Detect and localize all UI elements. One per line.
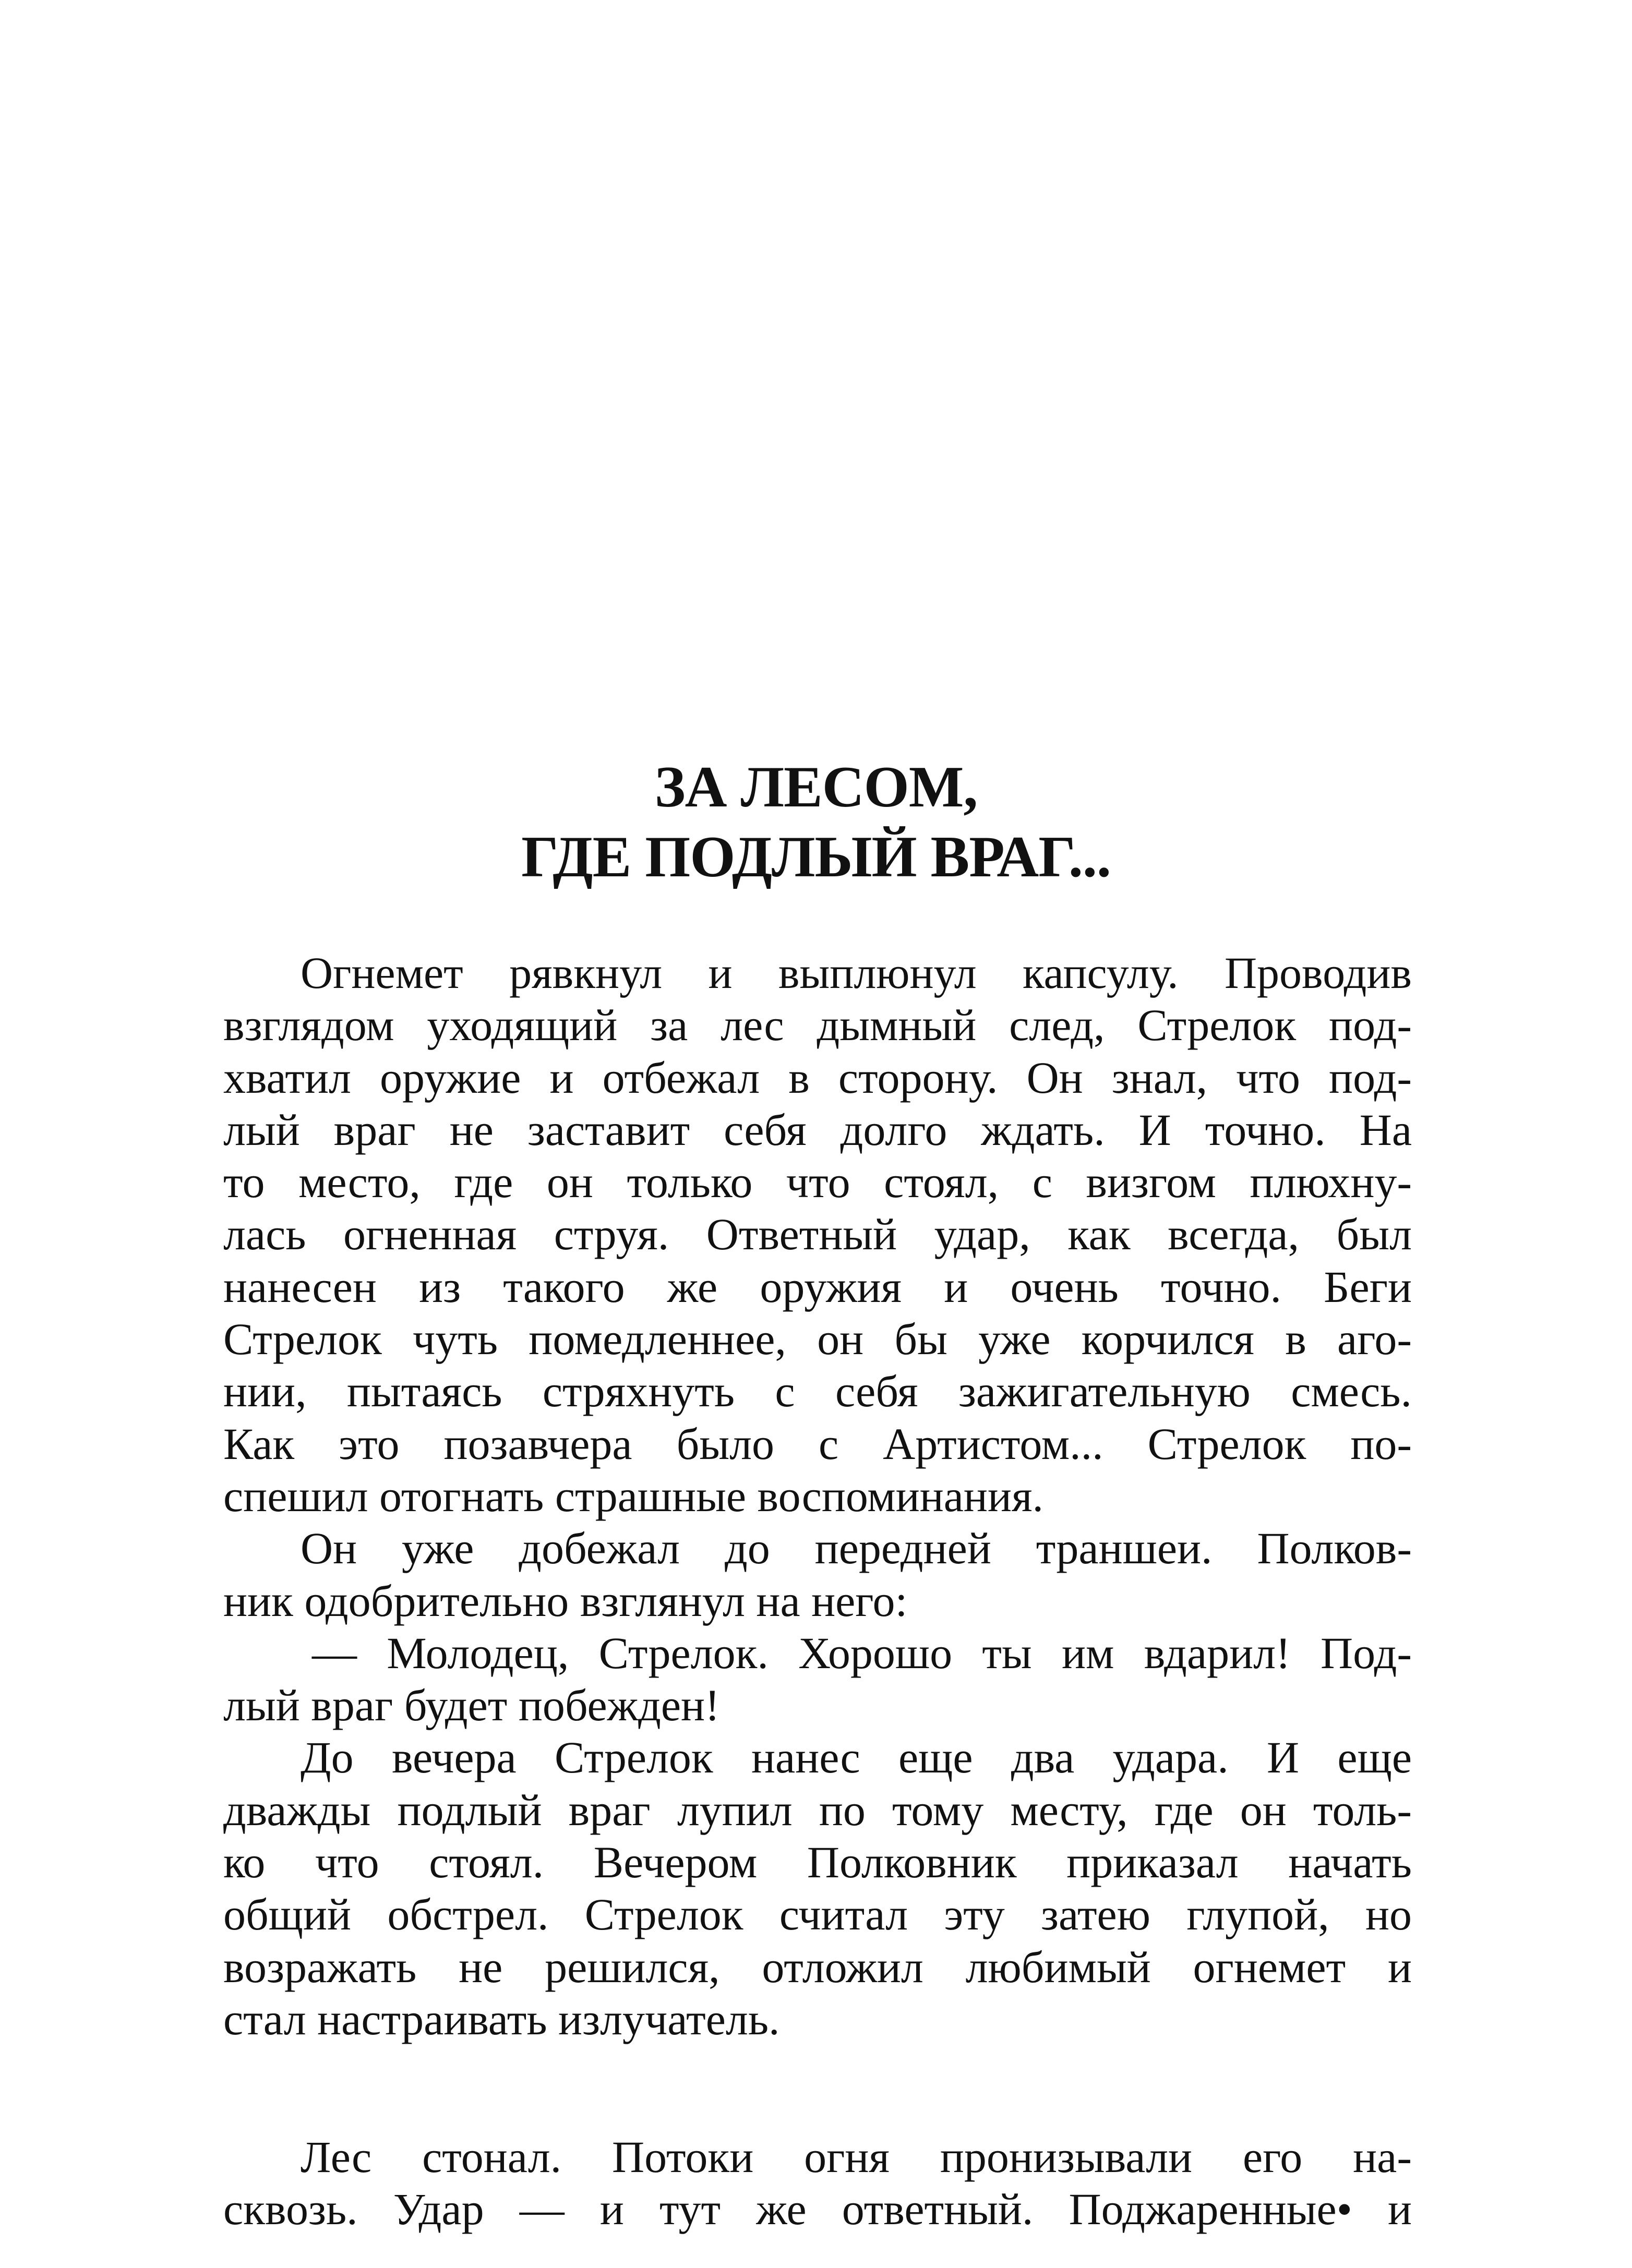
chapter-title-line-2: ГДЕ ПОДЛЫЙ ВРАГ... [521,825,1111,889]
text-line: то место, где он только что стоял, с визгом плюхну- [223,1157,1412,1208]
body-text [223,947,1412,2045]
text-line: Стрелок чуть помедленнее, он бы уже корчился в аго- [223,1314,1412,1365]
body-text-continued [223,2131,1412,2236]
text-line: лась огненная струя. Ответный удар, как всегда, был [223,1209,1412,1260]
text-line: нии, пытаясь стряхнуть с себя зажигательную смесь. [223,1366,1412,1417]
text-line: стал настраивать излучатель. [223,1994,780,2044]
text-line: До вечера Стрелок нанес еще два удара. И еще [301,1732,1412,1783]
text-line: Как это позавчера было с Артистом... Стрелок по- [223,1418,1412,1469]
text-line: сквозь. Удар — и тут же ответный. Поджаренные• и [223,2184,1412,2235]
text-line: Огнемет рявкнул и выплюнул капсулу. Проводив [301,948,1412,998]
text-line: — Молодец, Стрелок. Хорошо ты им вдарил! Под- [312,1627,1412,1678]
text-line: возражать не решился, отложил любимый огнемет и [223,1941,1412,1992]
text-line: спешил отогнать страшные воспоминания. [223,1470,1044,1521]
text-line: лый враг будет побежден! [223,1680,720,1731]
text-line: лый враг не заставит себя долго ждать. И точно. На [223,1104,1412,1155]
text-line: Лес стонал. Потоки огня пронизывали его на- [301,2132,1412,2182]
text-line: дважды подлый враг лупил по тому месту, где он толь- [223,1784,1412,1835]
text-line: ко что стоял. Вечером Полковник приказал начать [223,1837,1412,1888]
chapter-title-line-1: ЗА ЛЕСОМ, [654,755,978,819]
text-line: нанесен из такого же оружия и очень точно. Беги [223,1261,1412,1312]
text-line: общий обстрел. Стрелок считал эту затею глупой, но [223,1889,1412,1940]
text-line: Он уже добежал до передней траншеи. Полков- [301,1523,1412,1574]
chapter-title [0,752,1632,892]
text-line: ник одобрительно взглянул на него: [223,1575,908,1626]
text-line: хватил оружие и отбежал в сторону. Он знал, что под- [223,1052,1412,1103]
text-line: взглядом уходящий за лес дымный след, Стрелок под- [223,1000,1412,1051]
